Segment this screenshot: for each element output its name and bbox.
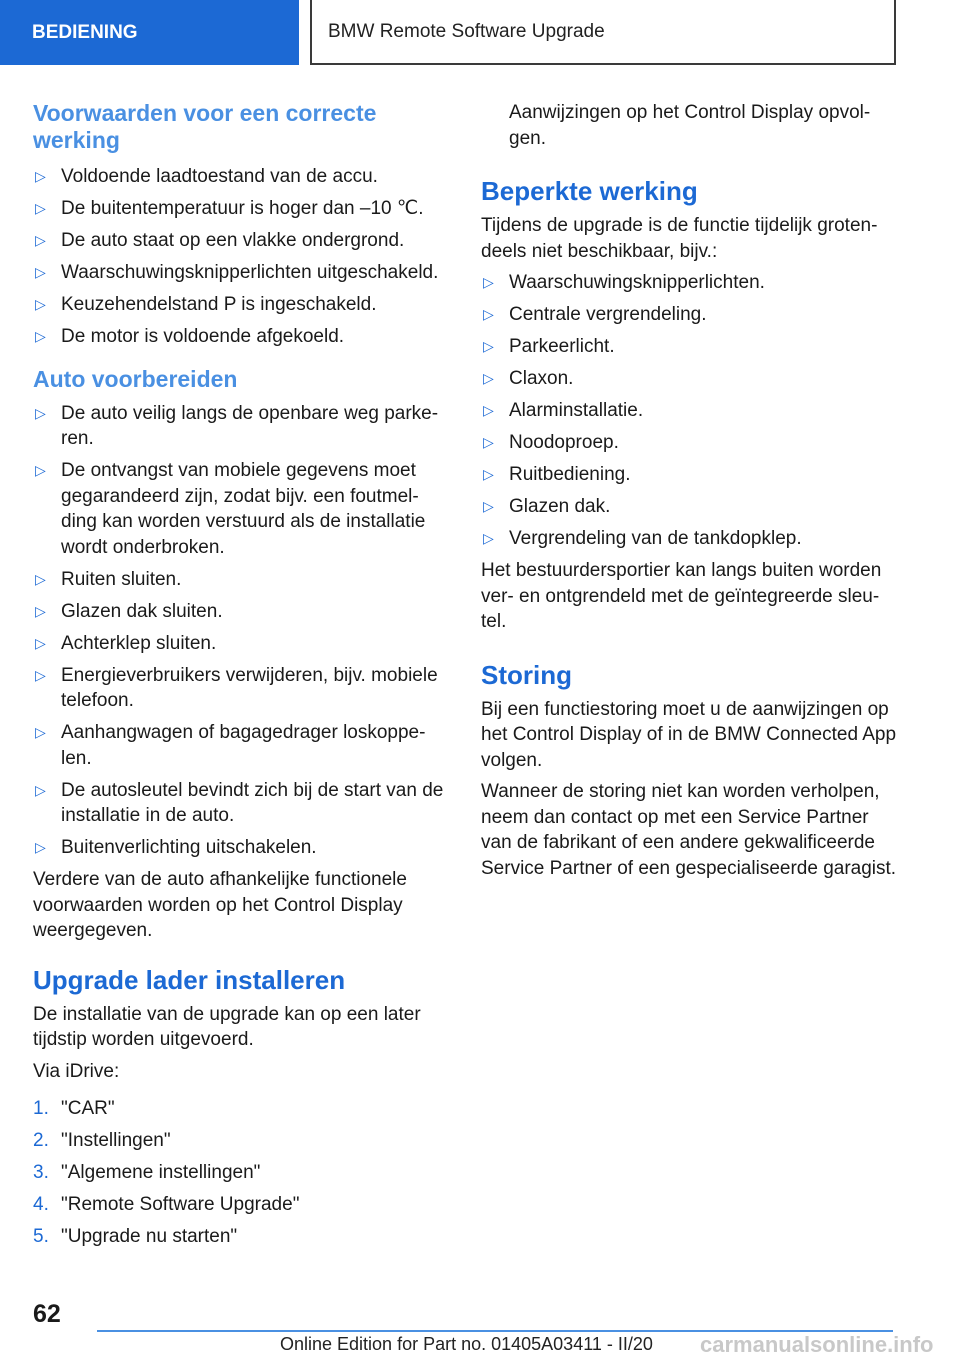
triangle-bullet-icon: ▷ bbox=[35, 602, 46, 619]
section-title-prepare: Auto voorbereiden bbox=[33, 365, 238, 392]
triangle-bullet-icon: ▷ bbox=[483, 402, 494, 418]
triangle-bullet-icon: ▷ bbox=[483, 434, 494, 450]
triangle-bullet-icon: ▷ bbox=[35, 232, 46, 248]
step-item: 1. "CAR" bbox=[33, 1098, 115, 1119]
triangle-bullet-icon: ▷ bbox=[483, 466, 494, 482]
prepare-list bbox=[33, 401, 445, 861]
list-item: ▷ De auto staat op een vlakke ondergrond. bbox=[33, 228, 445, 254]
list-item: ▷ De auto veilig langs de openbare weg parke-ren. bbox=[35, 402, 439, 449]
list-item: ▷ De ontvangst van mobiele gegevens moet gegarandeerd zijn, zodat bijv. een foutmel-ding kan worden verstuurd als de installatie wordt onderbroken. bbox=[35, 460, 426, 558]
limited-intro: Tijdens de upgrade is de functie tijdelijk groten-deels niet beschikbaar, bijv.: bbox=[481, 215, 878, 262]
list-item: ▷ De autosleutel bevindt zich bij de start van de installatie in de auto. bbox=[35, 779, 444, 826]
list-item: ▷ Ruiten sluiten. bbox=[33, 567, 445, 593]
triangle-bullet-icon: ▷ bbox=[483, 370, 494, 386]
install-paragraph: De installatie van de upgrade kan op een later tijdstip worden uitgevoerd. bbox=[33, 1003, 421, 1050]
section-title-install: Upgrade lader installeren bbox=[33, 964, 346, 995]
section-title-conditions: Voorwaarden voor een correcte werking bbox=[33, 100, 377, 153]
list-item: ▷ Vergrendeling van de tankdopklep. bbox=[481, 526, 901, 552]
triangle-bullet-icon: ▷ bbox=[35, 200, 46, 216]
triangle-bullet-icon: ▷ bbox=[35, 781, 46, 798]
failure-paragraph-1: Bij een functiestoring moet u de aanwijzingen op het Control Display of in de BMW Connected App volgen. bbox=[481, 698, 897, 771]
triangle-bullet-icon: ▷ bbox=[35, 168, 46, 184]
list-item: ▷ Aanhangwagen of bagagedrager loskoppe-len. bbox=[35, 722, 426, 769]
triangle-bullet-icon: ▷ bbox=[35, 462, 46, 478]
list-item: ▷ Waarschuwingsknipperlichten uitgeschakeld. bbox=[33, 260, 445, 286]
left-column bbox=[33, 100, 445, 1256]
watermark: carmanualsonline.info bbox=[700, 1332, 934, 1357]
page-number: 62 bbox=[33, 1300, 61, 1328]
list-item: ▷ De motor is voldoende afgekoeld. bbox=[33, 324, 445, 350]
list-item: ▷ Ruitbediening. bbox=[481, 462, 901, 488]
list-item: ▷ De buitentemperatuur is hoger dan –10 ℃. bbox=[33, 196, 445, 222]
list-item: ▷ Alarminstallatie. bbox=[481, 398, 901, 424]
triangle-bullet-icon: ▷ bbox=[483, 338, 494, 354]
triangle-bullet-icon: ▷ bbox=[35, 570, 46, 587]
triangle-bullet-icon: ▷ bbox=[35, 296, 46, 312]
section-title-limited: Beperkte werking bbox=[481, 176, 698, 206]
install-via-idrive: Via iDrive: bbox=[33, 1060, 120, 1082]
step-item: 4. "Remote Software Upgrade" bbox=[33, 1194, 300, 1215]
step-item: 2. "Instellingen" bbox=[33, 1130, 171, 1151]
list-item: ▷ Glazen dak sluiten. bbox=[33, 599, 445, 625]
triangle-bullet-icon: ▷ bbox=[35, 404, 46, 421]
triangle-bullet-icon: ▷ bbox=[483, 274, 494, 290]
list-item: ▷ Centrale vergrendeling. bbox=[481, 302, 901, 328]
list-item: ▷ Glazen dak. bbox=[481, 494, 901, 520]
list-item: ▷ Voldoende laadtoestand van de accu. bbox=[33, 164, 445, 190]
list-item: ▷ Claxon. bbox=[481, 366, 901, 392]
triangle-bullet-icon: ▷ bbox=[483, 306, 494, 322]
list-item: ▷ Energieverbruikers verwijderen, bijv. mobiele telefoon. bbox=[35, 664, 438, 711]
list-item: ▷ Waarschuwingsknipperlichten. bbox=[481, 270, 901, 296]
list-item: ▷ Buitenverlichting uitschakelen. bbox=[33, 835, 445, 861]
triangle-bullet-icon: ▷ bbox=[483, 530, 494, 546]
list-item: ▷ Achterklep sluiten. bbox=[33, 631, 445, 657]
header-title: BMW Remote Software Upgrade bbox=[310, 0, 896, 65]
triangle-bullet-icon: ▷ bbox=[483, 498, 494, 514]
prepare-note: Verdere van de auto afhankelijke functionele voorwaarden worden op het Control Display weergegeven. bbox=[33, 869, 407, 941]
list-item: ▷ Keuzehendelstand P is ingeschakeld. bbox=[33, 292, 445, 318]
list-item: ▷ Parkeerlicht. bbox=[481, 334, 901, 360]
step-item: 5. "Upgrade nu starten" bbox=[33, 1226, 238, 1247]
triangle-bullet-icon: ▷ bbox=[35, 264, 46, 280]
limited-note: Het bestuurdersportier kan langs buiten worden ver- en ontgrendeld met de geïntegreerde sleu-tel. bbox=[481, 560, 882, 632]
step-item: 3. "Algemene instellingen" bbox=[33, 1162, 261, 1183]
triangle-bullet-icon: ▷ bbox=[35, 724, 46, 740]
header-section-tab: BEDIENING bbox=[0, 0, 299, 65]
continued-step-text: Aanwijzingen op het Control Display opvol- gen. bbox=[509, 102, 871, 149]
list-item: ▷ Noodoproep. bbox=[481, 430, 901, 456]
right-column bbox=[481, 100, 901, 881]
failure-paragraph-2: Wanneer de storing niet kan worden verholpen, neem dan contact op met een Service Partner van de fabrikant of een andere gekwalificeerde Service Partner of een gespecialiseerde garagist. bbox=[481, 781, 897, 879]
footer-edition: Online Edition for Part no. 01405A03411 - II/20 bbox=[280, 1334, 653, 1354]
triangle-bullet-icon: ▷ bbox=[35, 839, 46, 855]
triangle-bullet-icon: ▷ bbox=[35, 634, 46, 651]
conditions-list bbox=[33, 164, 445, 350]
limited-list bbox=[481, 270, 901, 552]
section-title-failure: Storing bbox=[481, 659, 572, 690]
triangle-bullet-icon: ▷ bbox=[35, 666, 46, 683]
install-steps bbox=[33, 1096, 445, 1250]
triangle-bullet-icon: ▷ bbox=[35, 328, 46, 344]
